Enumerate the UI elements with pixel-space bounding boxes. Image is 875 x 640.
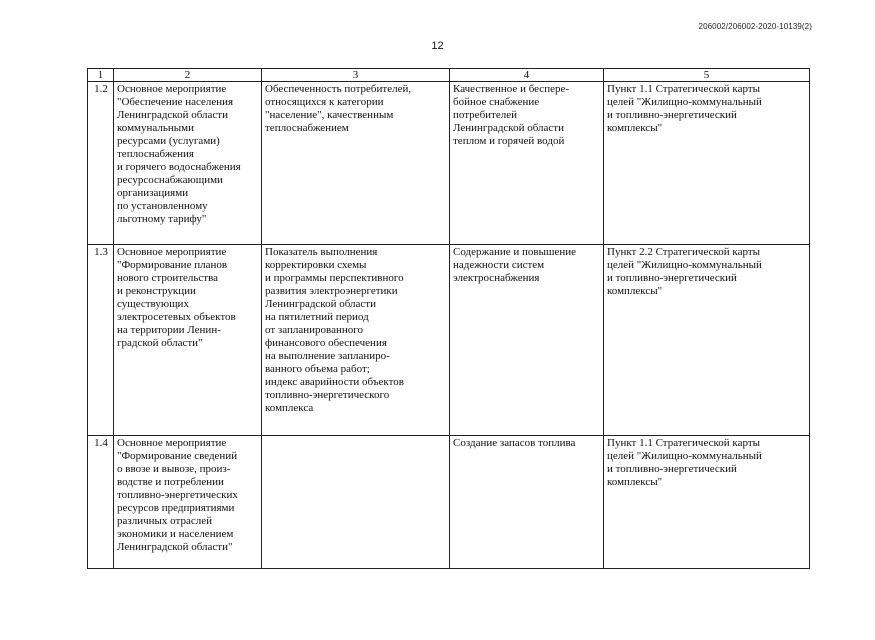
column-header-3: 3 (262, 69, 450, 82)
indicator-cell: Обеспеченность потребителей, относящихся к категории "население", качественным теплоснабжением (262, 82, 450, 245)
activity-cell: Основное мероприятие "Формирование планов нового строительства и реконструкции существующих электросетевых объектов на территории Ленин- градской области" (114, 245, 262, 436)
row-number: 1.2 (88, 82, 114, 245)
result-cell: Создание запасов топлива (450, 436, 604, 569)
row-number: 1.4 (88, 436, 114, 569)
column-number-row (88, 69, 810, 82)
document-id: 206002/206002-2020-10139(2) (698, 22, 812, 31)
column-header-2: 2 (114, 69, 262, 82)
reference-cell: Пункт 2.2 Стратегической карты целей "Жилищно-коммунальный и топливно-энергетический комплексы" (604, 245, 810, 436)
activity-cell: Основное мероприятие "Формирование сведений о ввозе и вывозе, произ- водстве и потреблении топливно-энергетических ресурсов предприятиями различных отраслей экономики и населением Ленинградской области" (114, 436, 262, 569)
reference-cell: Пункт 1.1 Стратегической карты целей "Жилищно-коммунальный и топливно-энергетический комплексы" (604, 436, 810, 569)
result-cell: Содержание и повышение надежности систем электроснабжения (450, 245, 604, 436)
row-number: 1.3 (88, 245, 114, 436)
table-row (88, 245, 810, 436)
table-row (88, 82, 810, 245)
column-header-5: 5 (604, 69, 810, 82)
column-header-1: 1 (88, 69, 114, 82)
measures-table (87, 68, 810, 569)
indicator-cell (262, 436, 450, 569)
page-number: 12 (431, 40, 444, 52)
indicator-cell: Показатель выполнения корректировки схемы и программы перспективного развития электроэнергетики Ленинградской области на пятилетний период от запланированного финансового обеспечения на выполнение запланиро- ванного объема работ; индекс аварийности объектов топливно-энергетического комплекса (262, 245, 450, 436)
column-header-4: 4 (450, 69, 604, 82)
table-row (88, 436, 810, 569)
result-cell: Качественное и беспере- бойное снабжение потребителей Ленинградской области теплом и горячей водой (450, 82, 604, 245)
activity-cell: Основное мероприятие "Обеспечение населения Ленинградской области коммунальными ресурсами (услугами) теплоснабжения и горячего водоснабжения ресурсоснабжающими организациями по установленному льготному тарифу" (114, 82, 262, 245)
reference-cell: Пункт 1.1 Стратегической карты целей "Жилищно-коммунальный и топливно-энергетический комплексы" (604, 82, 810, 245)
